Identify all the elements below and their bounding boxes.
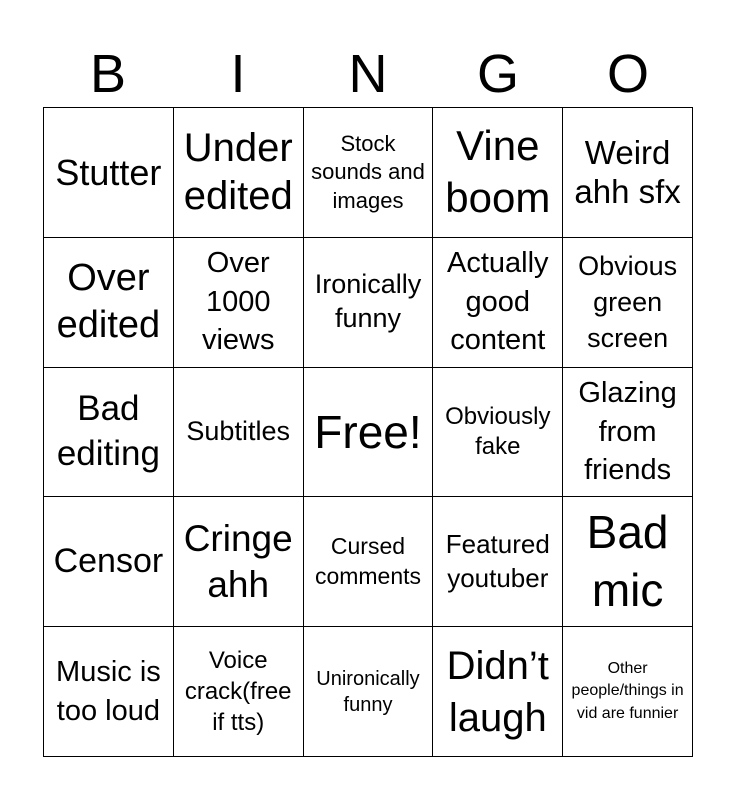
cell-label: Weird ahh sfx (574, 133, 681, 211)
cell-label: Free! (314, 405, 422, 458)
bingo-cell-r4c5[interactable] (563, 497, 693, 627)
cell-label: Other people/things in vid are funnier (571, 660, 684, 722)
cell-label: Cursed comments (314, 532, 422, 589)
header-letter-i: I (230, 44, 246, 104)
bingo-cell-r1c4[interactable] (433, 108, 563, 238)
bingo-cell-r3c5[interactable] (563, 368, 693, 498)
header-letter-b: B (89, 44, 127, 104)
cell-label: Obviously fake (445, 402, 551, 460)
cell-label: Unironically funny (316, 667, 420, 716)
bingo-cell-r4c4[interactable] (433, 497, 563, 627)
cell-label: Actually good content (447, 247, 549, 357)
bingo-cell-r3c1[interactable] (44, 368, 174, 498)
cell-label: Vine boom (445, 121, 551, 222)
cell-label: Obvious green screen (578, 250, 678, 354)
bingo-cell-r5c5[interactable] (563, 627, 693, 757)
bingo-cell-r1c5[interactable] (563, 108, 693, 238)
bingo-cell-r2c2[interactable] (174, 238, 304, 368)
cell-label: Subtitles (186, 416, 290, 447)
header-letter-g: G (476, 44, 519, 104)
cell-label: Glazing from friends (578, 377, 677, 487)
bingo-cell-r3c3[interactable] (304, 368, 434, 498)
bingo-cell-r5c1[interactable] (44, 627, 174, 757)
bingo-header (43, 40, 693, 108)
bingo-cell-r5c2[interactable] (174, 627, 304, 757)
cell-label: Stock sounds and images (311, 130, 425, 213)
bingo-cell-r2c1[interactable] (44, 238, 174, 368)
cell-label: Over 1000 views (201, 247, 275, 357)
header-letter-o: O (606, 44, 649, 104)
bingo-board (43, 107, 693, 757)
bingo-cell-r4c3[interactable] (304, 497, 434, 627)
bingo-cell-r2c5[interactable] (563, 238, 693, 368)
cell-label: Didn’t laugh (446, 643, 549, 740)
bingo-cell-r4c1[interactable] (44, 497, 174, 627)
cell-label: Ironically funny (314, 269, 422, 334)
cell-label: Featured youtuber (445, 528, 550, 593)
cell-label: Bad editing (56, 389, 160, 473)
bingo-cell-r1c3[interactable] (304, 108, 434, 238)
bingo-cell-r1c2[interactable] (174, 108, 304, 238)
cell-label: Under edited (183, 126, 293, 219)
bingo-cell-r4c2[interactable] (174, 497, 304, 627)
cell-label: Music is too loud (56, 656, 161, 727)
header-letter-n: N (348, 44, 388, 104)
cell-label: Over edited (56, 256, 161, 347)
bingo-cell-r3c4[interactable] (433, 368, 563, 498)
bingo-cell-r2c4[interactable] (433, 238, 563, 368)
cell-label: Voice crack(free if tts) (184, 646, 292, 737)
bingo-cell-r5c3[interactable] (304, 627, 434, 757)
bingo-cell-r3c2[interactable] (174, 368, 304, 498)
bingo-cell-r2c3[interactable] (304, 238, 434, 368)
cell-label: Stutter (55, 151, 162, 193)
bingo-cell-r5c4[interactable] (433, 627, 563, 757)
bingo-cell-r1c1[interactable] (44, 108, 174, 238)
cell-label: Cringe ahh (183, 517, 293, 605)
cell-label: Censor (53, 542, 164, 581)
cell-label: Bad mic (586, 506, 669, 616)
